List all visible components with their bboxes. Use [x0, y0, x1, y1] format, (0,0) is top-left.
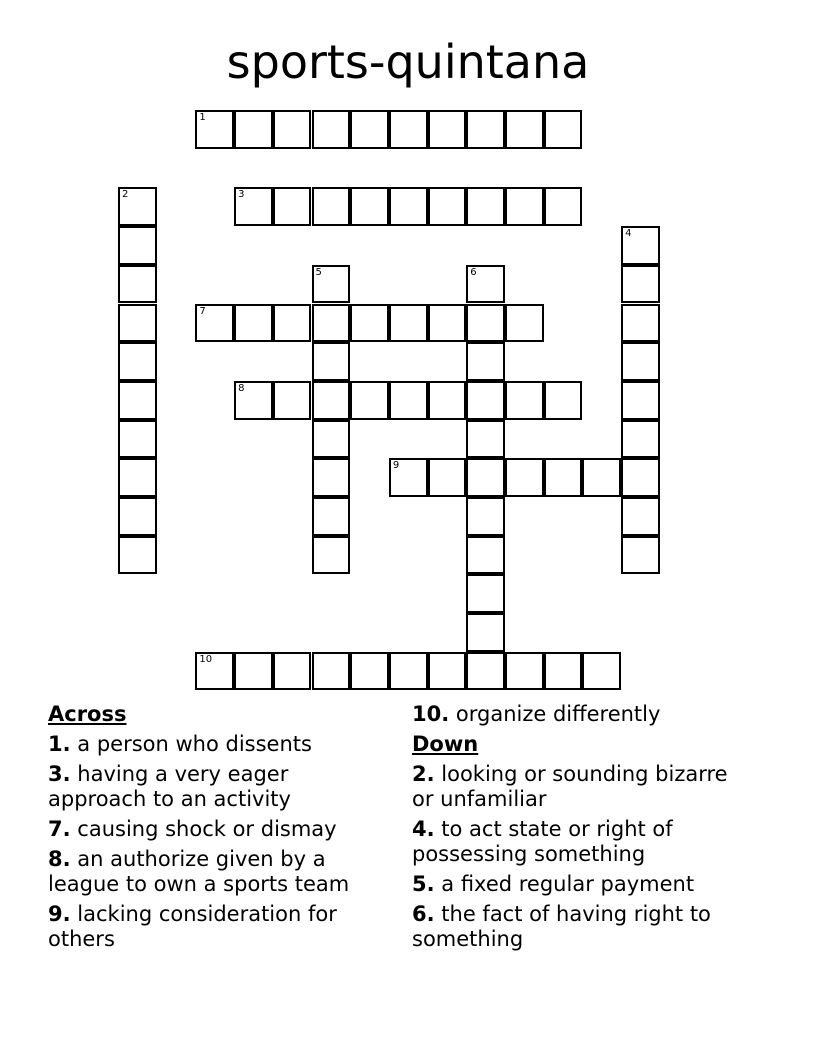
- grid-cell[interactable]: [466, 342, 505, 381]
- page-title: sports-quintana: [226, 35, 590, 89]
- grid-cell[interactable]: [466, 265, 505, 304]
- grid-cell[interactable]: [505, 110, 544, 149]
- grid-cell[interactable]: [312, 536, 351, 575]
- grid-cell[interactable]: [312, 265, 351, 304]
- grid-cell[interactable]: [582, 458, 621, 497]
- grid-cell[interactable]: [312, 342, 351, 381]
- clue-across-1: 1. a person who dissents: [48, 732, 312, 756]
- grid-cell[interactable]: [428, 304, 467, 343]
- grid-cell[interactable]: [621, 226, 660, 265]
- grid-cell[interactable]: [389, 187, 428, 226]
- grid-cell[interactable]: [544, 652, 583, 691]
- grid-cell[interactable]: [466, 497, 505, 536]
- grid-cell[interactable]: [118, 536, 157, 575]
- grid-cell[interactable]: [312, 420, 351, 459]
- cell-number: 3: [238, 189, 245, 201]
- grid-cell[interactable]: [544, 381, 583, 420]
- clue-down-4: 4. to act state or right of possessing something: [412, 817, 673, 866]
- grid-cell[interactable]: [466, 574, 505, 613]
- down-heading: Down: [412, 732, 479, 756]
- grid-cell[interactable]: [505, 304, 544, 343]
- clues-column-left: [48, 702, 388, 957]
- grid-cell[interactable]: [389, 458, 428, 497]
- across-heading: Across: [48, 702, 127, 726]
- grid-cell[interactable]: [466, 381, 505, 420]
- grid-cell[interactable]: [118, 304, 157, 343]
- grid-cell[interactable]: [350, 652, 389, 691]
- grid-cell[interactable]: [118, 497, 157, 536]
- grid-cell[interactable]: [389, 304, 428, 343]
- grid-cell[interactable]: [505, 652, 544, 691]
- grid-cell[interactable]: [350, 304, 389, 343]
- grid-cell[interactable]: [312, 187, 351, 226]
- grid-cell[interactable]: [118, 226, 157, 265]
- grid-cell[interactable]: [544, 458, 583, 497]
- grid-cell[interactable]: [428, 652, 467, 691]
- clue-across-10: 10. organize differently: [412, 702, 661, 726]
- grid-cell[interactable]: [389, 110, 428, 149]
- clue-across-7: 7. causing shock or dismay: [48, 817, 337, 841]
- cell-number: 7: [199, 305, 206, 317]
- grid-cell[interactable]: [466, 304, 505, 343]
- clue-down-2: 2. looking or sounding bizarre or unfamiliar: [412, 762, 728, 811]
- grid-cell[interactable]: [466, 613, 505, 652]
- grid-cell[interactable]: [312, 381, 351, 420]
- grid-cell[interactable]: [428, 110, 467, 149]
- grid-cell[interactable]: [621, 458, 660, 497]
- cell-number: 8: [238, 382, 245, 394]
- clue-down-6: 6. the fact of having right to something: [412, 902, 711, 951]
- grid-cell[interactable]: [466, 110, 505, 149]
- grid-cell[interactable]: [118, 420, 157, 459]
- grid-cell[interactable]: [350, 187, 389, 226]
- cell-number: 6: [470, 266, 477, 278]
- grid-cell[interactable]: [466, 536, 505, 575]
- grid-cell[interactable]: [312, 110, 351, 149]
- grid-cell[interactable]: [273, 304, 312, 343]
- grid-cell[interactable]: [621, 304, 660, 343]
- grid-cell[interactable]: [312, 497, 351, 536]
- grid-cell[interactable]: [234, 110, 273, 149]
- grid-cell[interactable]: [621, 381, 660, 420]
- grid-cell[interactable]: [621, 265, 660, 304]
- grid-cell[interactable]: [544, 110, 583, 149]
- grid-cell[interactable]: [118, 381, 157, 420]
- grid-cell[interactable]: [544, 187, 583, 226]
- grid-cell[interactable]: [350, 110, 389, 149]
- grid-cell[interactable]: [505, 458, 544, 497]
- clues-column-right: [412, 702, 752, 957]
- grid-cell[interactable]: [582, 652, 621, 691]
- cell-number: 1: [199, 112, 206, 123]
- grid-cell[interactable]: [466, 187, 505, 226]
- clue-across-9: 9. lacking consideration for others: [48, 902, 337, 951]
- grid-cell[interactable]: [273, 110, 312, 149]
- grid-cell[interactable]: [195, 304, 234, 343]
- grid-cell[interactable]: [505, 381, 544, 420]
- grid-cell[interactable]: [195, 652, 234, 691]
- grid-cell[interactable]: [118, 187, 157, 226]
- cell-number: 4: [625, 228, 632, 240]
- grid-cell[interactable]: [273, 187, 312, 226]
- cell-number: 9: [392, 460, 400, 472]
- grid-cell[interactable]: [312, 652, 351, 691]
- grid-cell[interactable]: [466, 458, 505, 497]
- grid-cell[interactable]: [466, 652, 505, 691]
- grid-cell[interactable]: [234, 304, 273, 343]
- grid-cell[interactable]: [273, 381, 312, 420]
- grid-cell[interactable]: [234, 381, 273, 420]
- grid-cell[interactable]: [312, 458, 351, 497]
- cell-number: 2: [122, 189, 129, 201]
- grid-cell[interactable]: [466, 420, 505, 459]
- grid-cell[interactable]: [118, 265, 157, 304]
- grid-cell[interactable]: [505, 187, 544, 226]
- grid-cell[interactable]: [312, 304, 351, 343]
- grid-cell[interactable]: [234, 652, 273, 691]
- cell-number: 5: [315, 266, 322, 278]
- grid-cell[interactable]: [389, 381, 428, 420]
- cell-number: 10: [199, 653, 213, 665]
- grid-cell[interactable]: [428, 187, 467, 226]
- grid-cell[interactable]: [389, 652, 428, 691]
- grid-cell[interactable]: [118, 342, 157, 381]
- grid-cell[interactable]: [621, 342, 660, 381]
- grid-cell[interactable]: [350, 381, 389, 420]
- grid-cell[interactable]: [621, 497, 660, 536]
- grid-cell[interactable]: [118, 458, 157, 497]
- clue-across-8: 8. an authorize given by a league to own a sports team: [48, 847, 350, 896]
- grid-cell[interactable]: [428, 458, 467, 497]
- grid-cell[interactable]: [428, 381, 467, 420]
- clue-across-3: 3. having a very eager approach to an activity: [48, 762, 291, 811]
- grid-cell[interactable]: [273, 652, 312, 691]
- grid-cell[interactable]: [621, 536, 660, 575]
- grid-cell[interactable]: [621, 420, 660, 459]
- clue-down-5: 5. a fixed regular payment: [412, 872, 695, 896]
- grid-cell[interactable]: [234, 187, 273, 226]
- grid-cell[interactable]: [195, 110, 234, 149]
